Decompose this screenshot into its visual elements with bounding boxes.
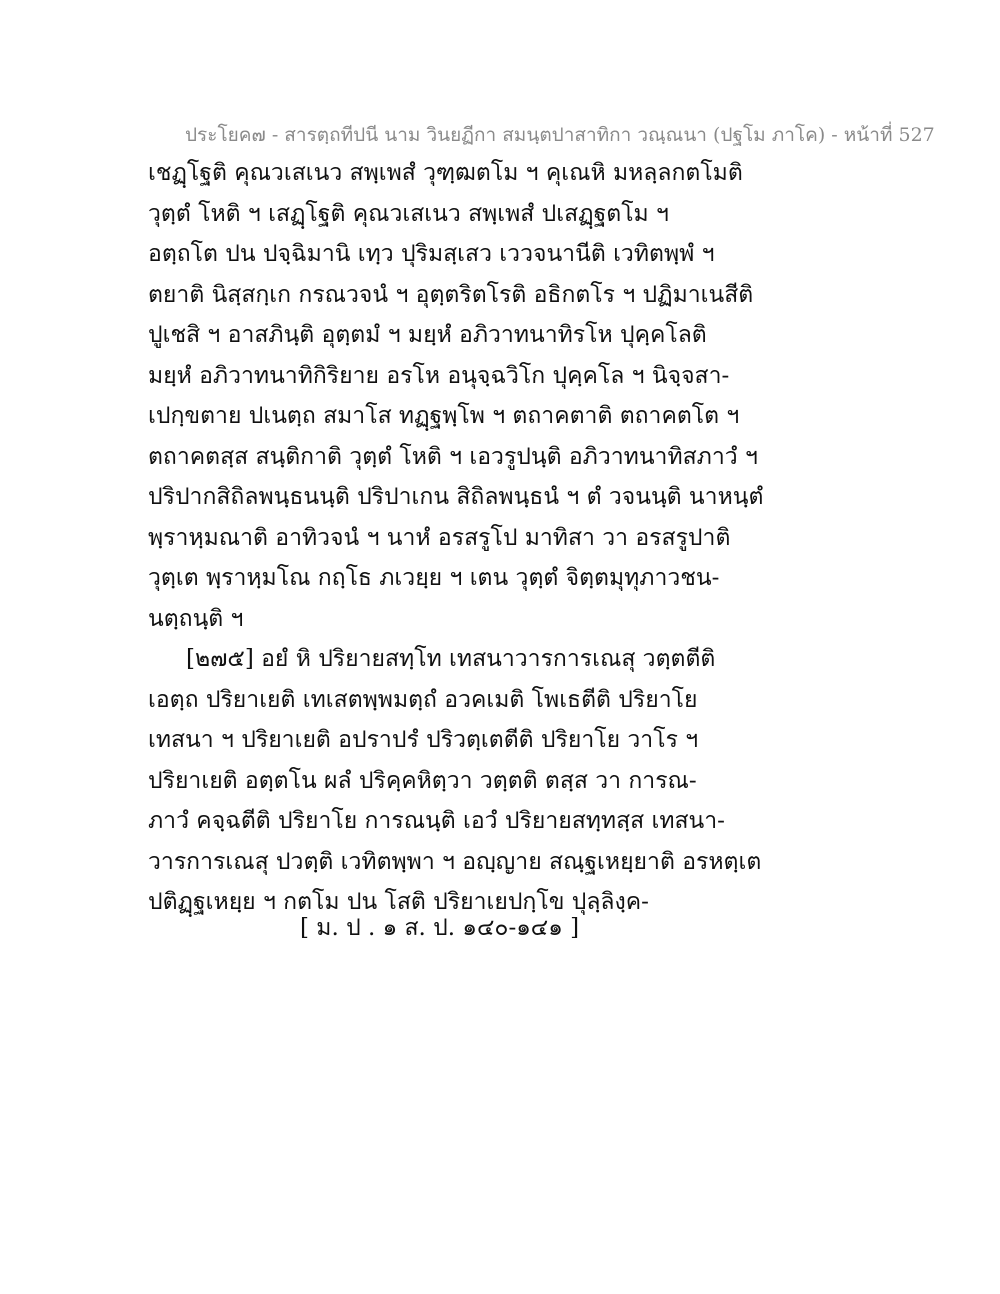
paragraph-2-line: ภาวํ คจฺฉตีติ ปริยาโย การณนฺติ เอวํ ปริยายสทฺทสฺส เทสนา-	[148, 808, 725, 834]
paragraph-1-line: เปกฺขตาย ปเนตฺถ สมาโส ทฏฺฐพฺโพ ฯ ตถาคตาติ ตถาคตโต ฯ	[148, 403, 740, 429]
paragraph-2-line: เอตฺถ ปริยาเยติ เทเสตพฺพมตฺถํ อวคเมติ โพเธตีติ ปริยาโย	[148, 686, 698, 713]
paragraph-1-line: ตถาคตสฺส สนฺติกาติ วุตฺตํ โหติ ฯ เอวรูปนฺติ อภิวาทนาทิสภาวํ ฯ	[148, 443, 758, 470]
paragraph-1-line: ปูเชสิ ฯ อาสภินฺติ อุตฺตมํ ฯ มยฺหํ อภิวาทนาทิรโห ปุคฺคโลติ	[148, 322, 707, 348]
paragraph-1-line: ตยาติ นิสฺสกฺเก กรณวจนํ ฯ อุตฺตริตโรติ อธิกตโร ฯ ปฏิมาเนสีติ	[148, 281, 754, 308]
page-header: ประโยค๗ - สารตฺถทีปนี นาม วินยฏีกา สมนฺตปาสาทิกา วณฺณนา (ปฐโม ภาโค) - หน้าที่ 527	[185, 124, 935, 146]
paragraph-1-line: วุตฺเต พฺราหฺมโณ กถฺโธ ภเวยฺย ฯ เตน วุตฺตํ จิตฺตมุทุภาวชน-	[148, 565, 720, 591]
paragraph-1-line: นตฺถนฺติ ฯ	[148, 605, 244, 632]
source-reference: [ ม. ป . ๑ ส. ป. ๑๔๐-๑๔๑ ]	[300, 915, 580, 941]
paragraph-1-line: ปริปากสิถิลพนฺธนนฺติ ปริปาเกน สิถิลพนฺธนํ ฯ ตํ วจนนฺติ นาหนฺตํ	[148, 484, 764, 510]
paragraph-1-line: อตฺถโต ปน ปจฺฉิมานิ เทฺว ปุริมสฺเสว เววจนานีติ เวทิตพฺพํ ฯ	[148, 241, 715, 267]
paragraph-2-line: [๒๗๕] อยํ หิ ปริยายสทฺโท เทสนาวารการเณสุ วตฺตตีติ	[186, 646, 716, 672]
paragraph-1-line: เชฏฺโฐติ คุณวเสเนว สพฺเพสํ วุฑฺฒตโม ฯ คุเณหิ มหลฺลกตโมติ	[148, 160, 743, 186]
paragraph-1-line: วุตฺตํ โหติ ฯ เสฏฺโฐติ คุณวเสเนว สพฺเพสํ ปเสฏฺฐตโม ฯ	[148, 200, 669, 227]
paragraph-2-line: เทสนา ฯ ปริยาเยติ อปราปรํ ปริวตฺเตตีติ ปริยาโย วาโร ฯ	[148, 727, 699, 753]
body-text	[148, 153, 868, 923]
paragraph-2-line: ปติฏฺฐเหยฺย ฯ กตโม ปน โสติ ปริยาเยปกฺโข ปุลฺลิงฺค-	[148, 889, 649, 915]
paragraph-2-line: วารการเณสุ ปวตฺติ เวทิตพฺพา ฯ อญฺญาย สณฺฐเหยฺยาติ อรหตฺเต	[148, 848, 762, 875]
paragraph-1-line: มยฺหํ อภิวาทนาทิกิริยาย อรโห อนุจฺฉวิโก ปุคฺคโล ฯ นิจฺจสา-	[148, 362, 730, 389]
paragraph-1-line: พฺราหฺมณาติ อาทิวจนํ ฯ นาหํ อรสรูโป มาทิสา วา อรสรูปาติ	[148, 524, 731, 551]
paragraph-2-line: ปริยาเยติ อตฺตโน ผลํ ปริคฺคหิตฺวา วตฺตติ ตสฺส วา การณ-	[148, 767, 697, 794]
